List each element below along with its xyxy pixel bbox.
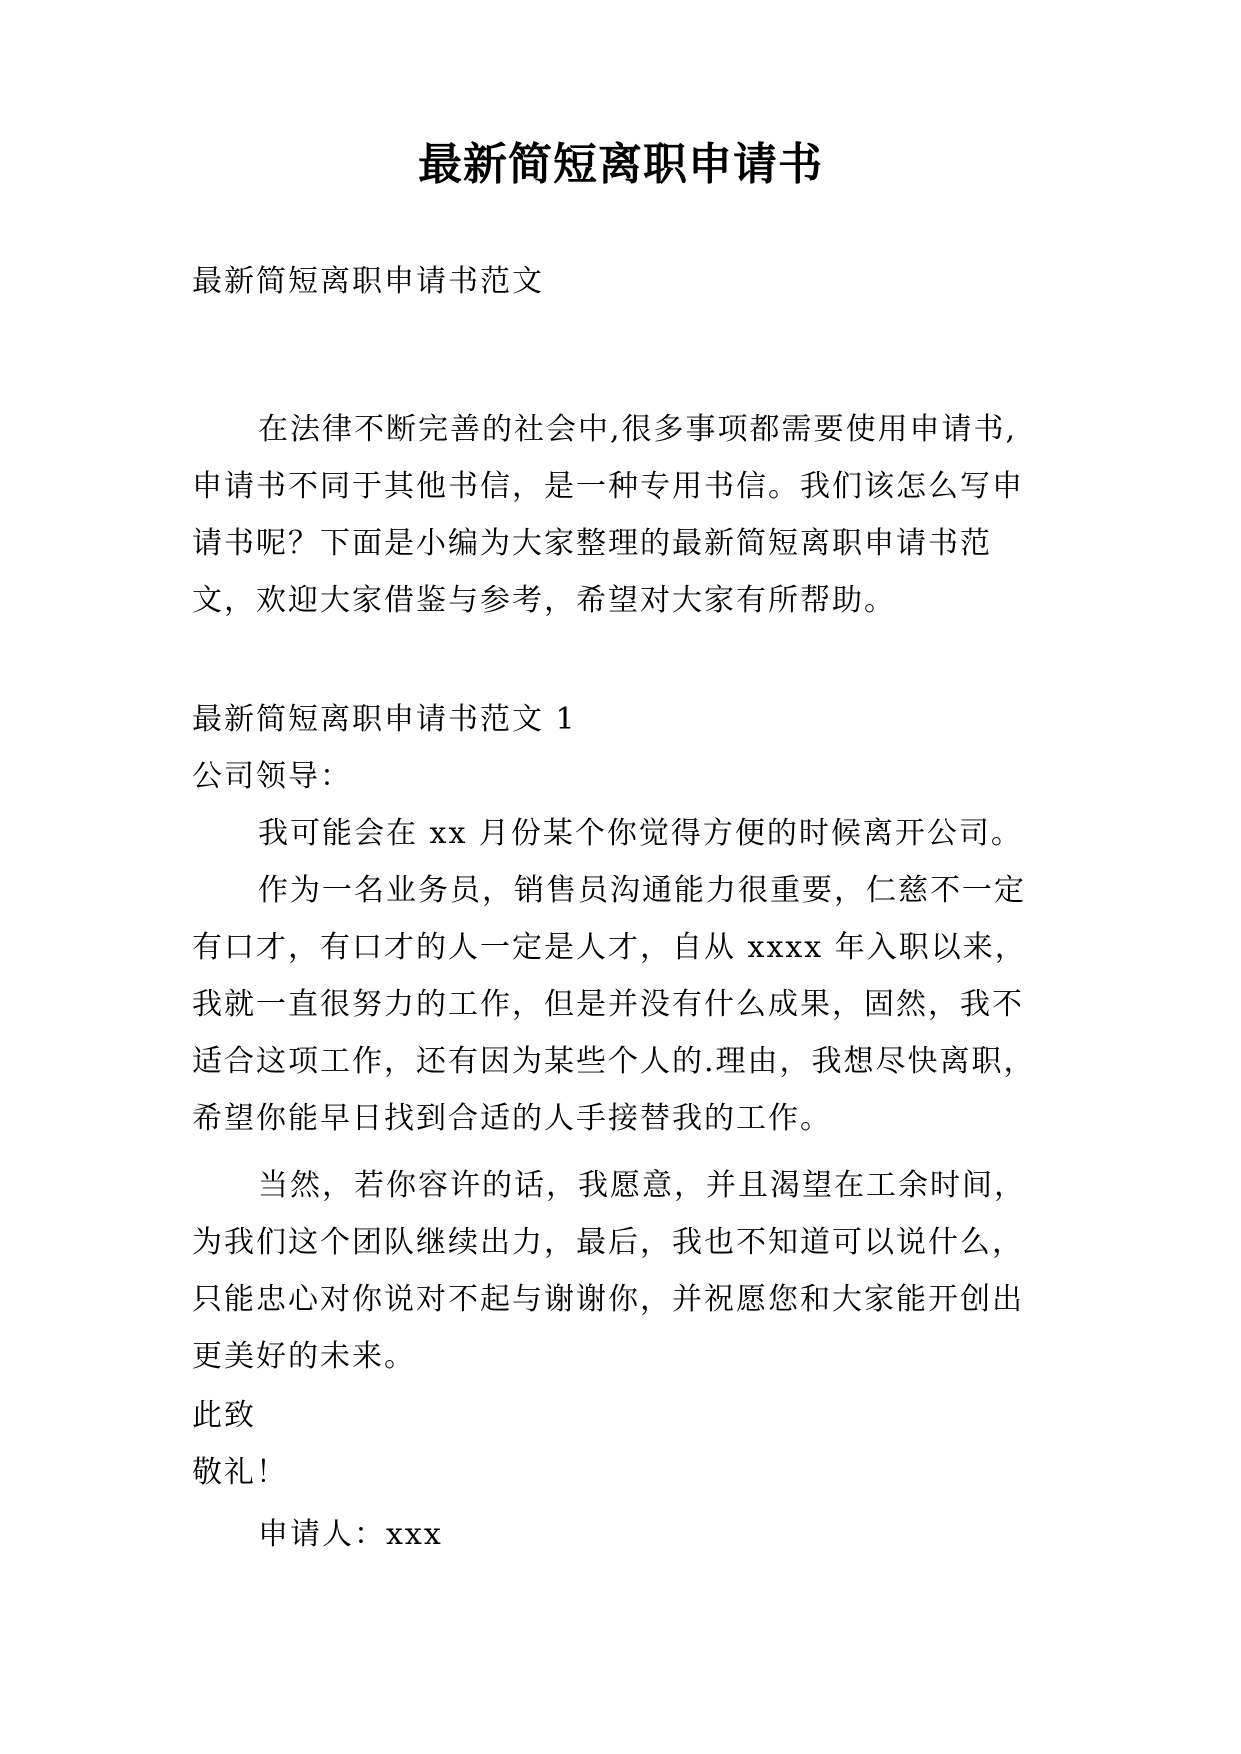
closing-line-1: 此致 [192, 1398, 256, 1433]
intro-line: 申请书不同于其他书信，是一种专用书信。我们该怎么写申 [192, 469, 1024, 504]
body-line: 更美好的未来。 [192, 1339, 416, 1374]
sample-heading: 最新简短离职申请书范文 1 [192, 702, 577, 737]
body-line: 适合这项工作，还有因为某些个人的.理由，我想尽快离职， [192, 1044, 1036, 1079]
document-subtitle: 最新简短离职申请书范文 [192, 264, 544, 299]
document-title: 最新简短离职申请书 [418, 139, 823, 190]
body-line: 当然，若你容许的话，我愿意，并且渴望在工余时间， [258, 1168, 1026, 1203]
signature: 申请人：xxx [258, 1517, 443, 1552]
body-line: 只能忠心对你说对不起与谢谢你，并祝愿您和大家能开创出 [192, 1282, 1024, 1317]
intro-line: 在法律不断完善的社会中,很多事项都需要使用申请书, [258, 412, 1018, 447]
body-paragraph-1: 我可能会在 xx 月份某个你觉得方便的时候离开公司。 [258, 816, 1023, 851]
intro-line: 文，欢迎大家借鉴与参考，希望对大家有所帮助。 [192, 583, 896, 618]
intro-line: 请书呢？下面是小编为大家整理的最新简短离职申请书范 [192, 526, 992, 561]
body-line: 有口才，有口才的人一定是人才，自从 xxxx 年入职以来， [192, 930, 1027, 965]
closing-line-2: 敬礼！ [192, 1455, 288, 1490]
body-line: 为我们这个团队继续出力，最后，我也不知道可以说什么， [192, 1225, 1024, 1260]
salutation: 公司领导： [192, 759, 352, 794]
body-line: 我就一直很努力的工作，但是并没有什么成果，固然，我不 [192, 987, 1024, 1022]
body-line: 作为一名业务员，销售员沟通能力很重要，仁慈不一定 [258, 873, 1026, 908]
body-line: 希望你能早日找到合适的人手接替我的工作。 [192, 1101, 832, 1136]
